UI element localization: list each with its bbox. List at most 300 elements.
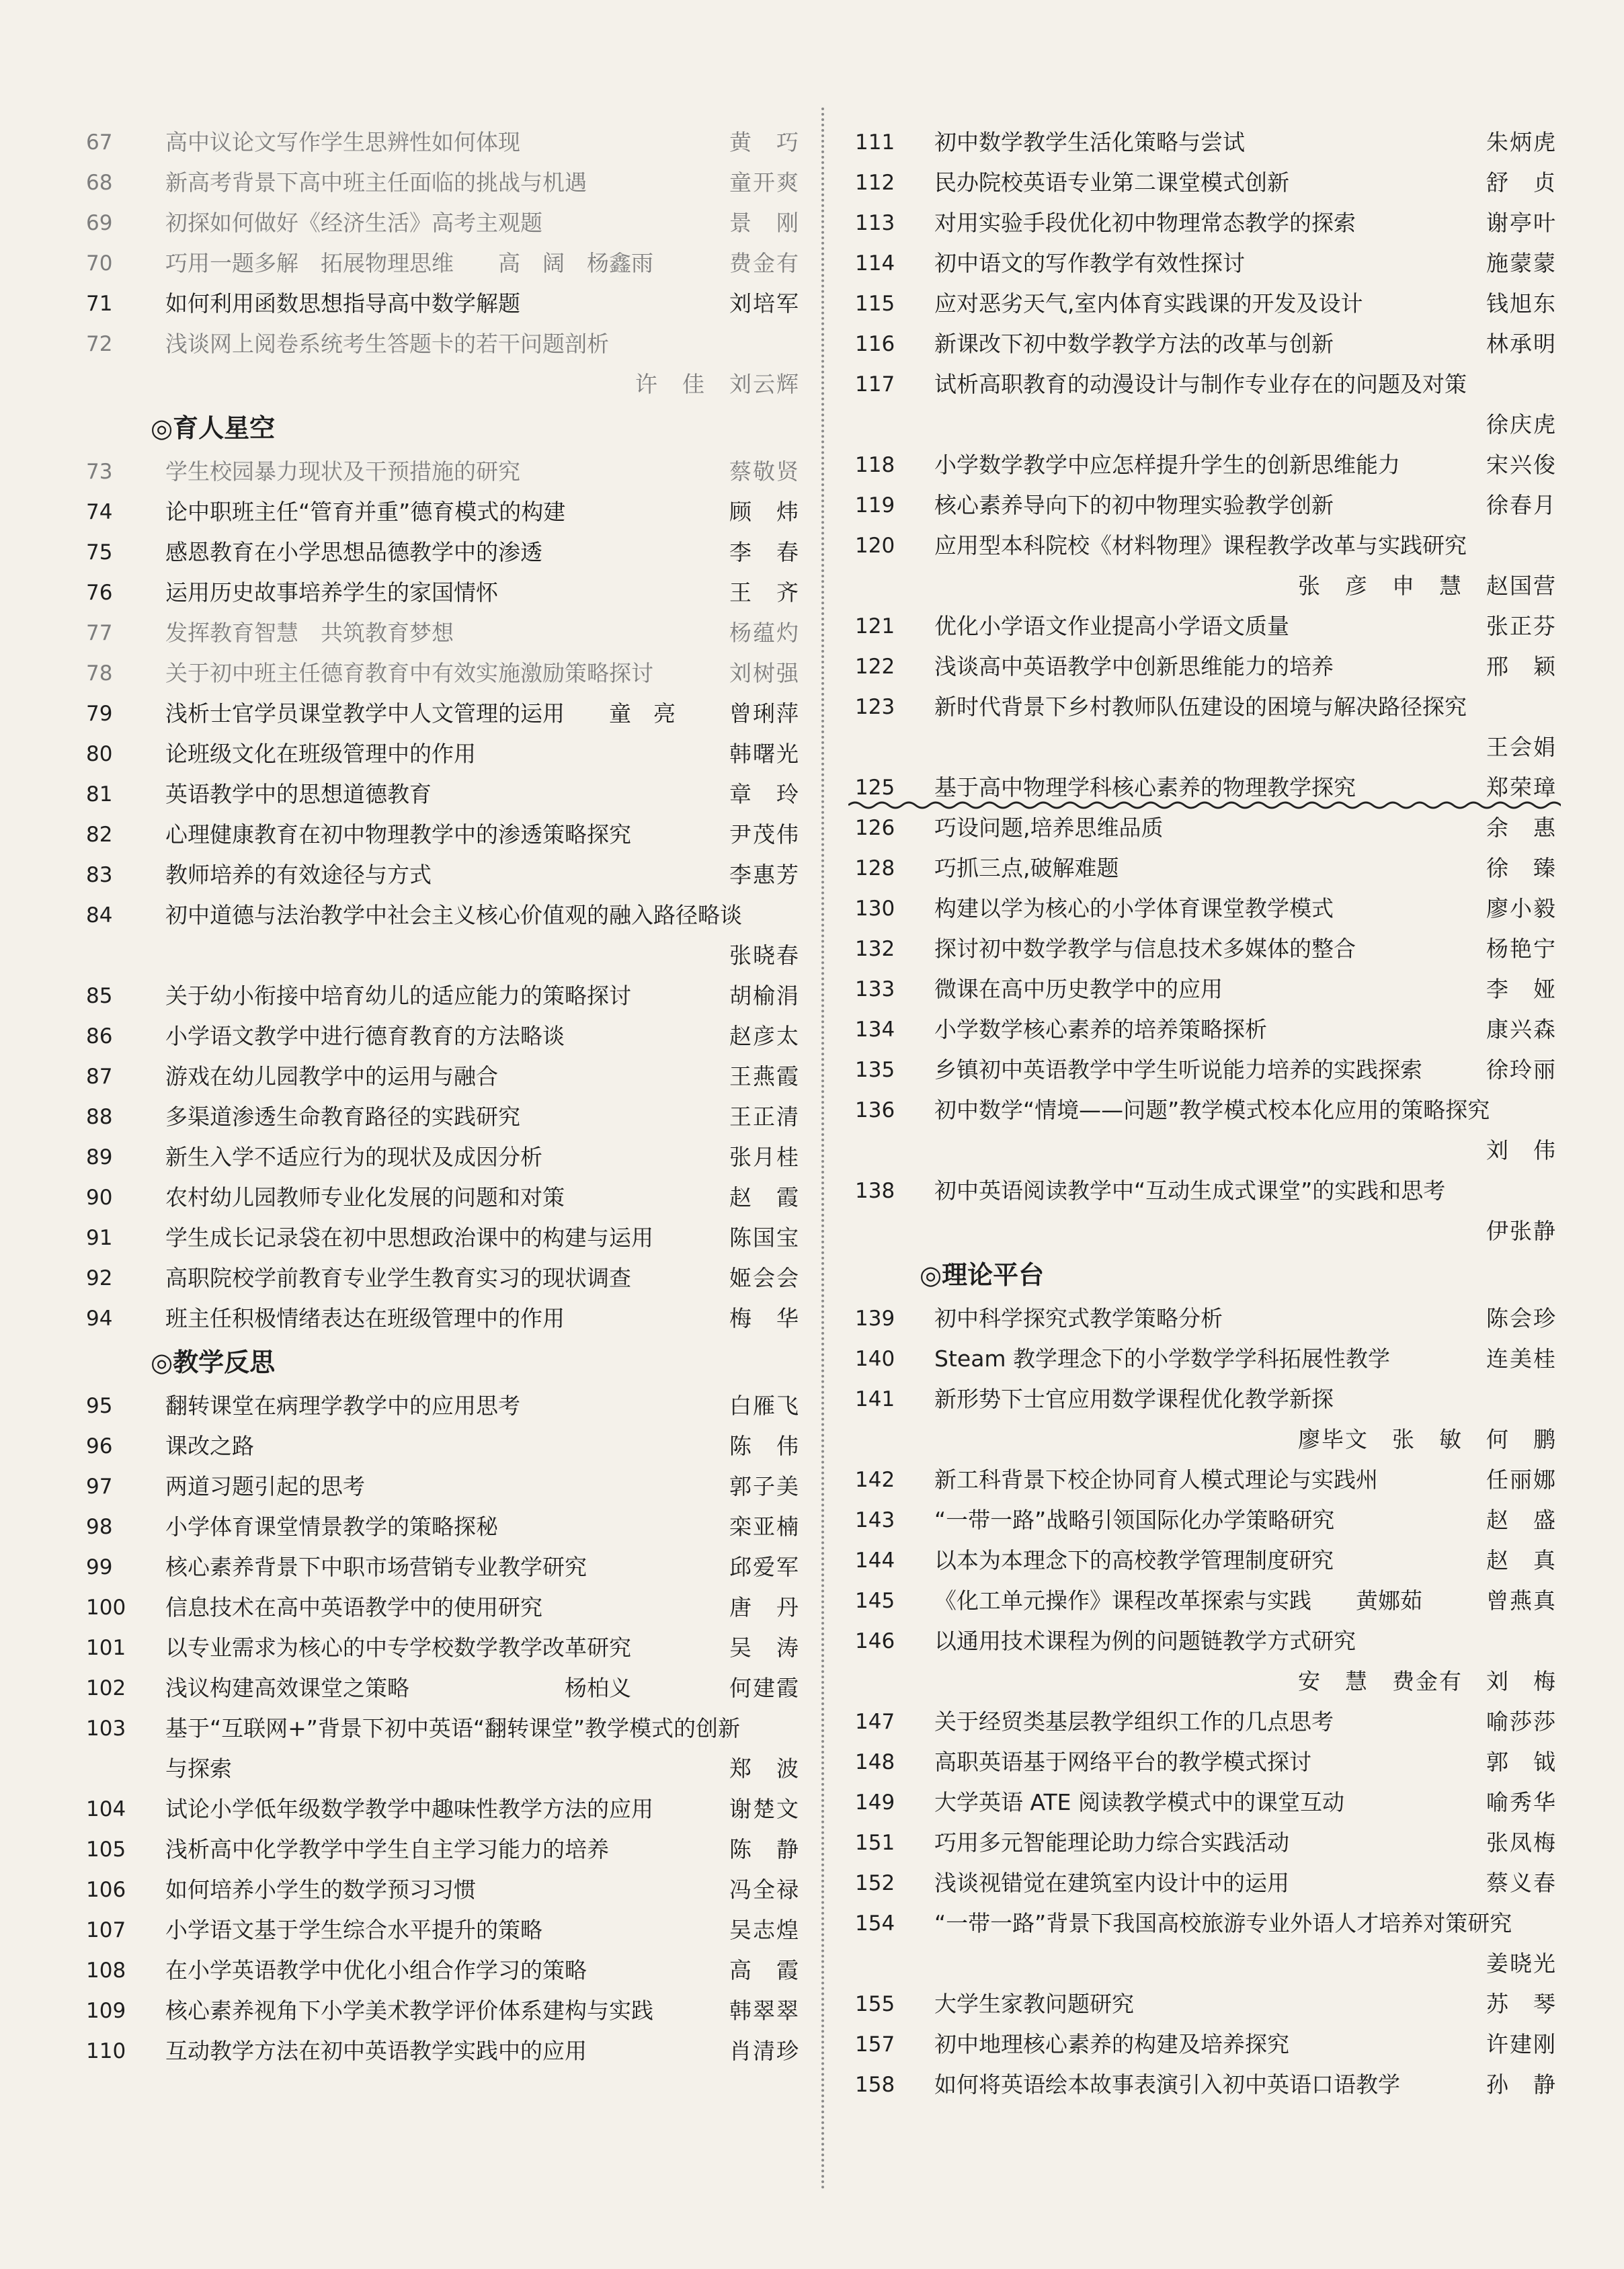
article-title: “一带一路”战略引领国际化办学策略研究 [934,1507,1335,1533]
toc-entry [855,889,1557,929]
page-number: 134 [855,1018,895,1042]
author-name: 刘培军 [729,290,800,317]
author-name: 李惠芳 [729,862,800,888]
toc-entry [855,485,1557,526]
article-title: 初探如何做好《经济生活》高考主观题 [165,210,542,236]
article-title: 基于高中物理学科核心素养的物理教学探究 [934,774,1356,800]
article-title: 感恩教育在小学思想品德教学中的渗透 [165,539,542,565]
article-title: 巧用多元智能理论助力综合实践活动 [934,1829,1289,1856]
author-name: 陈国宝 [729,1225,800,1251]
toc-entry [855,647,1557,687]
toc-entry [86,1547,800,1587]
section-heading: ◎教学反思 [151,1348,276,1377]
toc-entry [855,1339,1557,1379]
author-name: 李 娅 [1486,976,1557,1002]
toc-entry [86,1258,800,1298]
article-title: 试论小学低年级数学教学中趣味性教学方法的应用 [165,1796,653,1822]
page-number: 145 [855,1589,895,1613]
page-number: 132 [855,937,895,961]
page-number: 112 [855,171,895,195]
author-name: 徐春月 [1486,492,1557,518]
toc-entry [86,1426,800,1467]
left-column [86,122,800,2071]
toc-entry [855,2024,1557,2065]
toc-entry [86,324,800,405]
page-number: 102 [86,1676,126,1700]
toc-entry [86,1097,800,1137]
article-title: 优化小学语文作业提高小学语文质量 [934,613,1289,639]
author-name: 杨艳宁 [1486,936,1557,962]
author-name: 刘 伟 [1486,1137,1557,1163]
article-title: 如何将英语绘本故事表演引入初中英语口语教学 [934,2071,1400,2098]
toc-entry [855,969,1557,1009]
article-title: 《化工单元操作》课程改革探索与实践 黄娜茹 [934,1587,1422,1614]
toc-entry [86,1950,800,1991]
article-title: 小学数学核心素养的培养策略探析 [934,1016,1267,1042]
author-name: 曾琍萍 [729,700,800,727]
page-number: 151 [855,1831,895,1855]
article-title: 构建以学为核心的小学体育课堂教学模式 [934,895,1334,921]
author-name: 宋兴俊 [1486,452,1557,478]
author-name: 钱旭东 [1486,290,1557,317]
article-title: 浅议构建高效课堂之策略 杨柏义 [165,1675,631,1701]
article-title: 民办院校英语专业第二课堂模式创新 [934,169,1289,196]
article-title: “一带一路”背景下我国高校旅游专业外语人才培养对策研究 [934,1910,1512,1936]
author-name: 黄 巧 [729,129,800,155]
page-number: 115 [855,292,895,316]
article-title: 高职院校学前教育专业学生教育实习的现状调查 [165,1265,631,1291]
page-number: 123 [855,695,895,719]
author-name: 朱炳虎 [1486,129,1557,155]
author-name: 苏 琴 [1486,1991,1557,2017]
article-title: 应对恶劣天气,室内体育实践课的开发及设计 [934,290,1363,317]
author-name: 吴志煌 [729,1917,800,1943]
page-number: 122 [855,655,895,679]
toc-entry [855,2065,1557,2105]
article-title: 新形势下士官应用数学课程优化教学新探 [934,1386,1334,1412]
toc-entry [86,774,800,815]
article-title: 探讨初中数学教学与信息技术多媒体的整合 [934,936,1356,962]
page-number: 100 [86,1596,126,1620]
page-number: 138 [855,1179,895,1203]
page-number: 114 [855,251,895,276]
author-name: 康兴森 [1486,1016,1557,1042]
author-name: 冯全禄 [729,1876,800,1903]
article-title: 关于经贸类基层教学组织工作的几点思考 [934,1708,1334,1735]
page-number: 128 [855,856,895,880]
page-number: 146 [855,1629,895,1653]
page-number: 107 [86,1918,126,1942]
author-name: 胡榆涓 [729,983,800,1009]
article-title: 浅析高中化学教学中学生自主学习能力的培养 [165,1836,609,1862]
toc-entry [855,1050,1557,1090]
author-name: 陈 静 [729,1836,800,1862]
toc-entry [86,573,800,613]
article-title: 新课改下初中数学教学方法的改革与创新 [934,331,1334,357]
author-name: 张晓春 [729,942,800,968]
article-title: 如何培养小学生的数学预习习惯 [165,1876,476,1903]
author-name: 喻秀华 [1486,1789,1557,1815]
article-title: 关于幼小衔接中培育幼儿的适应能力的策略探讨 [165,983,631,1009]
article-title: 初中数学“情境——问题”教学模式校本化应用的策略探究 [934,1097,1490,1123]
toc-entry [855,1298,1557,1339]
page-number: 73 [86,460,113,484]
author-name: 安 慧 费金有 刘 梅 [1298,1668,1557,1694]
toc-entry [86,1668,800,1708]
author-name: 王燕霞 [729,1063,800,1089]
article-title: 游戏在幼儿园教学中的运用与融合 [165,1063,498,1089]
toc-entry [855,1742,1557,1782]
author-name: 许 佳 刘云辉 [635,371,800,397]
author-name: 谢楚文 [729,1796,800,1822]
author-name: 梅 华 [729,1305,800,1331]
toc-entry [86,1298,800,1339]
page-number: 116 [855,332,895,356]
toc-entry [86,452,800,492]
page-number: 105 [86,1838,126,1862]
page-number: 133 [855,977,895,1001]
article-title: 互动教学方法在初中英语教学实践中的应用 [165,2038,587,2064]
toc-entry [855,687,1557,768]
toc-entry [855,1782,1557,1823]
page-number: 152 [855,1871,895,1895]
article-title: 课改之路 [165,1433,254,1459]
page-number: 97 [86,1475,113,1499]
toc-entry [86,243,800,284]
page-number: 144 [855,1549,895,1573]
author-name: 谢亭叶 [1486,210,1557,236]
page-number: 79 [86,702,113,726]
article-title: 高中议论文写作学生思辨性如何体现 [165,129,520,155]
page-number: 82 [86,823,113,847]
page-number: 119 [855,493,895,518]
article-title: 英语教学中的思想道德教育 [165,781,432,807]
article-title: 浅谈高中英语教学中创新思维能力的培养 [934,653,1334,679]
author-name: 景 刚 [729,210,800,236]
article-title: 初中英语阅读教学中“互动生成式课堂”的实践和思考 [934,1178,1446,1204]
article-title: 论班级文化在班级管理中的作用 [165,741,476,767]
toc-entry [855,445,1557,485]
page-number: 89 [86,1145,113,1169]
author-name: 张凤梅 [1486,1829,1557,1856]
page-number: 126 [855,816,895,840]
author-name: 舒 贞 [1486,169,1557,196]
article-title: 心理健康教育在初中物理教学中的渗透策略探究 [165,821,631,848]
article-title: 巧抓三点,破解难题 [934,855,1119,881]
toc-entry [86,532,800,573]
article-title: 运用历史故事培养学生的家国情怀 [165,579,498,606]
author-name: 郑 波 [729,1756,800,1782]
author-name: 郭 钺 [1486,1749,1557,1775]
page-number: 110 [86,2039,126,2063]
article-title: 核心素养视角下小学美术教学评价体系建构与实践 [165,1997,653,2024]
toc-entry [86,694,800,734]
author-name: 赵彦太 [729,1023,800,1049]
toc-entry [855,1171,1557,1251]
author-name: 韩曙光 [729,741,800,767]
toc-entry [86,613,800,653]
page-number: 101 [86,1636,126,1660]
author-name: 蔡敬贤 [729,458,800,485]
article-title: 微课在高中历史教学中的应用 [934,976,1223,1002]
author-name: 高 霞 [729,1957,800,1983]
author-name: 赵 盛 [1486,1507,1557,1533]
page-number: 98 [86,1515,113,1539]
page-number: 143 [855,1508,895,1532]
page-number: 68 [86,171,113,195]
article-title: 多渠道渗透生命教育路径的实践研究 [165,1104,520,1130]
article-title: 应用型本科院校《材料物理》课程教学改革与实践研究 [934,532,1467,559]
article-title: 浅析士官学员课堂教学中人文管理的运用 童 亮 [165,700,676,727]
article-title: 高职英语基于网络平台的教学模式探讨 [934,1749,1311,1775]
article-title: 大学英语 ATE 阅读教学模式中的课堂互动 [934,1789,1345,1815]
page-number: 130 [855,897,895,921]
article-title: 小学语文基于学生综合水平提升的策略 [165,1917,542,1943]
article-title: 如何利用函数思想指导高中数学解题 [165,290,520,317]
toc-entry [855,324,1557,364]
page-number: 84 [86,903,113,927]
article-title: 班主任积极情绪表达在班级管理中的作用 [165,1305,565,1331]
author-name: 余 惠 [1486,815,1557,841]
toc-entry [86,1507,800,1547]
article-title: 新生入学不适应行为的现状及成因分析 [165,1144,542,1170]
toc-entry [86,203,800,243]
toc-entry [86,1991,800,2031]
author-name: 白雁飞 [729,1393,800,1419]
author-name: 张月桂 [729,1144,800,1170]
author-name: 尹茂伟 [729,821,800,848]
article-title-continued: 与探索 [165,1756,232,1782]
page-number: 147 [855,1710,895,1734]
right-column [855,122,1557,2105]
article-title: 核心素养背景下中职市场营销专业教学研究 [165,1554,587,1580]
page-number: 99 [86,1555,113,1579]
page-number: 88 [86,1105,113,1129]
author-name: 喻莎莎 [1486,1708,1557,1735]
toc-entry [855,768,1557,808]
section-heading: ◎育人星空 [151,413,276,443]
page-number: 117 [855,372,895,397]
author-name: 赵 霞 [729,1184,800,1210]
author-name: 郑荣璋 [1486,774,1557,800]
toc-entry [86,1910,800,1950]
toc-entry [855,1863,1557,1903]
toc-entry [86,122,800,163]
article-title: 发挥教育智慧 共筑教育梦想 [165,620,454,646]
page-number: 67 [86,130,113,155]
toc-entry [86,1829,800,1870]
page-number: 92 [86,1266,113,1290]
toc-entry [86,1178,800,1218]
page-number: 139 [855,1307,895,1331]
toc-entry [86,895,800,976]
article-title: 浅谈视错觉在建筑室内设计中的运用 [934,1870,1289,1896]
page-number: 95 [86,1394,113,1418]
author-name: 邱爱军 [729,1554,800,1580]
author-name: 杨蕴灼 [729,620,800,646]
page-number: 109 [86,1999,126,2023]
page-number: 140 [855,1347,895,1371]
article-title: 在小学英语教学中优化小组合作学习的策略 [165,1957,587,1983]
author-name: 林承明 [1486,331,1557,357]
page-number: 83 [86,863,113,887]
page-number: 155 [855,1992,895,2016]
page-number: 104 [86,1797,126,1821]
page-number: 121 [855,614,895,638]
toc-entry [855,284,1557,324]
toc-entry [855,1984,1557,2024]
toc-entry [86,1137,800,1178]
author-name: 赵 真 [1486,1547,1557,1573]
toc-entry [86,1587,800,1628]
article-title: 初中数学教学生活化策略与尝试 [934,129,1245,155]
section-heading: ◎理论平台 [920,1260,1045,1290]
article-title: 新工科背景下校企协同育人模式理论与实践州 [934,1467,1378,1493]
page-number: 113 [855,211,895,235]
author-name: 伊张静 [1486,1218,1557,1244]
page-number: 77 [86,621,113,645]
author-name: 许建刚 [1486,2031,1557,2057]
page-number: 108 [86,1958,126,1983]
author-name: 王会娟 [1486,734,1557,760]
author-name: 肖清珍 [729,2038,800,2064]
page-number: 96 [86,1434,113,1458]
page-number: 71 [86,292,113,316]
author-name: 吴 涛 [729,1635,800,1661]
author-name: 韩翠翠 [729,1997,800,2024]
toc-entry [855,1540,1557,1581]
toc-entry [855,1009,1557,1050]
page-number: 111 [855,130,895,155]
article-title: 基于“互联网+”背景下初中英语“翻转课堂”教学模式的创新 [165,1715,741,1741]
toc-entry [86,1057,800,1097]
author-name: 曾燕真 [1486,1587,1557,1614]
author-name: 陈 伟 [729,1433,800,1459]
toc-entry [86,1870,800,1910]
toc-entry [855,364,1557,445]
page-number: 141 [855,1387,895,1411]
toc-entry [86,734,800,774]
author-name: 顾 炜 [729,499,800,525]
article-title: 学生成长记录袋在初中思想政治课中的构建与运用 [165,1225,653,1251]
toc-entry [855,606,1557,647]
article-title: 两道习题引起的思考 [165,1473,365,1499]
author-name: 任丽娜 [1486,1467,1557,1493]
page-number: 87 [86,1065,113,1089]
author-name: 费金有 [729,250,800,276]
page-number: 72 [86,332,113,356]
page-number: 69 [86,211,113,235]
toc-entry [86,976,800,1016]
toc-entry [855,526,1557,606]
author-name: 连美桂 [1486,1346,1557,1372]
page-number: 125 [855,776,895,800]
toc-entry [855,808,1557,848]
toc-entry [86,653,800,694]
author-name: 张正芬 [1486,613,1557,639]
article-title: 巧用一题多解 拓展物理思维 高 阔 杨鑫雨 [165,250,653,276]
article-title: 浅谈网上阅卷系统考生答题卡的若干问题剖析 [165,331,609,357]
article-title: 农村幼儿园教师专业化发展的问题和对策 [165,1184,565,1210]
article-title: 初中道德与法治教学中社会主义核心价值观的融入路径略谈 [165,902,742,928]
author-name: 张 彦 申 慧 赵国营 [1298,573,1557,599]
toc-entry [855,1379,1557,1460]
article-title: 小学数学教学中应怎样提升学生的创新思维能力 [934,452,1400,478]
page-number: 78 [86,661,113,686]
toc-entry [86,284,800,324]
author-name: 廖毕文 张 敏 何 鹏 [1298,1426,1557,1452]
article-title: Steam 教学理念下的小学数学学科拓展性教学 [934,1346,1391,1372]
author-name: 徐庆虎 [1486,411,1557,438]
page-number: 75 [86,540,113,565]
page-number: 106 [86,1878,126,1902]
article-title: 试析高职教育的动漫设计与制作专业存在的问题及对策 [934,371,1467,397]
author-name: 徐玲丽 [1486,1057,1557,1083]
toc-entry [86,1628,800,1668]
toc-entry [86,1789,800,1829]
page-number: 86 [86,1024,113,1048]
author-name: 施蒙蒙 [1486,250,1557,276]
author-name: 童开爽 [729,169,800,196]
toc-entry [855,1903,1557,1984]
author-name: 蔡义春 [1486,1870,1557,1896]
article-title: 以通用技术课程为例的问题链教学方式研究 [934,1628,1356,1654]
article-title: 对用实验手段优化初中物理常态教学的探索 [934,210,1356,236]
article-title: 以本为本理念下的高校教学管理制度研究 [934,1547,1334,1573]
article-title: 小学体育课堂情景教学的策略探秘 [165,1514,498,1540]
author-name: 郭子美 [729,1473,800,1499]
toc-entry [86,2031,800,2071]
page-number: 157 [855,2032,895,2057]
author-name: 邢 颖 [1486,653,1557,679]
page-number: 76 [86,581,113,605]
page-number: 91 [86,1226,113,1250]
toc-entry [86,492,800,532]
toc-entry [86,1016,800,1057]
article-title: 小学语文教学中进行德育教育的方法略谈 [165,1023,565,1049]
page-number: 136 [855,1098,895,1122]
toc-entry [855,1500,1557,1540]
toc-entry [86,1386,800,1426]
author-name: 刘树强 [729,660,800,686]
page-number: 70 [86,251,113,276]
author-name: 何建霞 [729,1675,800,1701]
page-number: 103 [86,1717,126,1741]
page-number: 85 [86,984,113,1008]
article-title: 论中职班主任“管育并重”德育模式的构建 [165,499,566,525]
article-title: 以专业需求为核心的中专学校数学教学改革研究 [165,1635,631,1661]
toc-entry [855,1090,1557,1171]
toc-entry [855,1460,1557,1500]
author-name: 王 齐 [729,579,800,606]
page-number: 94 [86,1307,113,1331]
author-name: 姜晓光 [1486,1950,1557,1977]
page-number: 120 [855,534,895,558]
author-name: 徐 臻 [1486,855,1557,881]
toc-entry [855,203,1557,243]
article-title: 巧设问题,培养思维品质 [934,815,1164,841]
toc-entry [86,815,800,855]
toc-entry [86,855,800,895]
page-number: 149 [855,1790,895,1815]
toc-entry [855,122,1557,163]
toc-entry [86,163,800,203]
page-number: 148 [855,1750,895,1774]
author-name: 李 春 [729,539,800,565]
toc-entry [855,1823,1557,1863]
article-title: 翻转课堂在病理学教学中的应用思考 [165,1393,520,1419]
toc-entry [855,1581,1557,1621]
